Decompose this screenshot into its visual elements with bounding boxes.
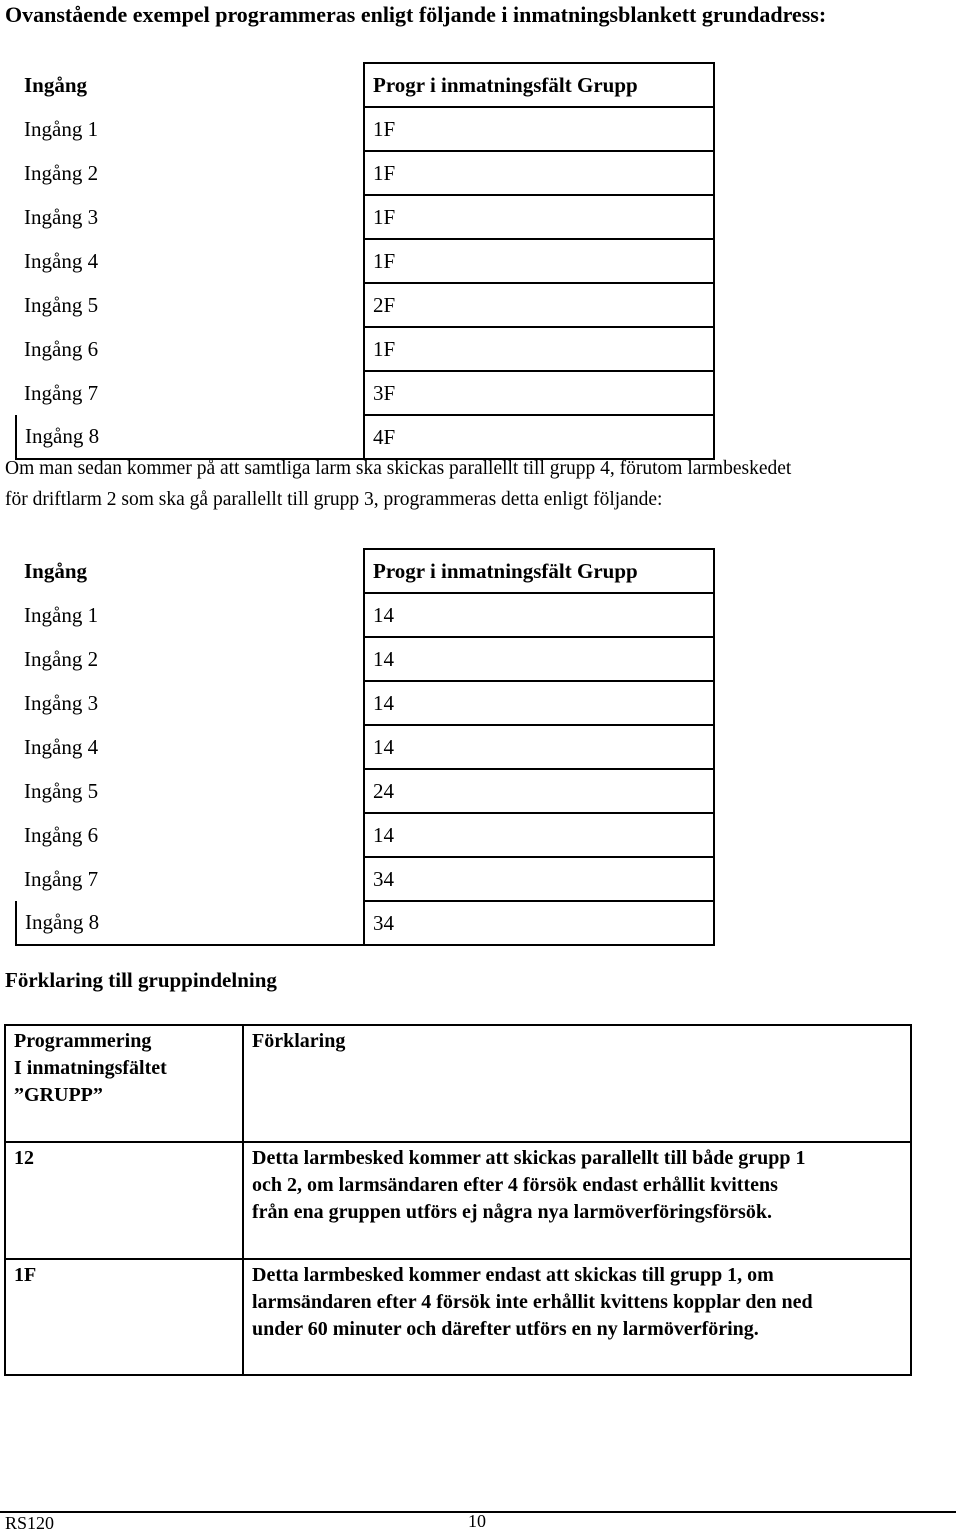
row-input: Ingång 1 bbox=[24, 602, 99, 627]
footer-page-number: 10 bbox=[468, 1511, 486, 1531]
table-row bbox=[16, 769, 714, 813]
table-row bbox=[16, 239, 714, 283]
table-row bbox=[16, 593, 714, 637]
row-group: 1F bbox=[364, 151, 714, 195]
row-group: 24 bbox=[364, 769, 714, 813]
row-code: 1F bbox=[5, 1259, 243, 1375]
header-ingang: Ingång bbox=[24, 72, 88, 97]
table-row bbox=[16, 901, 714, 945]
header-programming-line-2: I inmatningsfältet bbox=[14, 1057, 167, 1079]
row-input: Ingång 4 bbox=[24, 734, 99, 759]
paragraph-line-1: Om man sedan kommer på att samtliga larm ska skickas parallellt till grupp 4, förutom larmbeskedet bbox=[5, 458, 792, 479]
row-group: 14 bbox=[364, 681, 714, 725]
paragraph-line-2: för driftlarm 2 som ska gå parallellt till grupp 3, programmeras detta enligt följande: bbox=[5, 489, 663, 510]
row-input: Ingång 8 bbox=[16, 415, 364, 459]
explanation-header-row bbox=[5, 1025, 911, 1142]
table-row bbox=[16, 371, 714, 415]
table-row bbox=[16, 637, 714, 681]
row-text-line: under 60 minuter och därefter utförs en ny larmöverföring. bbox=[252, 1318, 759, 1340]
row-text-line: från ena gruppen utförs ej några nya larmöverföringsförsök. bbox=[252, 1201, 772, 1223]
row-group: 1F bbox=[364, 239, 714, 283]
table-row bbox=[16, 283, 714, 327]
row-group: 34 bbox=[364, 901, 714, 945]
row-text bbox=[243, 1142, 911, 1259]
header-explanation: Förklaring bbox=[243, 1025, 911, 1142]
input-group-table-2 bbox=[15, 548, 715, 946]
row-text-line: och 2, om larmsändaren efter 4 försök endast erhållit kvittens bbox=[252, 1174, 778, 1196]
header-programming-line-1: Programmering bbox=[14, 1030, 152, 1052]
header-ingang: Ingång bbox=[24, 558, 88, 583]
row-input: Ingång 8 bbox=[16, 901, 364, 945]
row-group: 2F bbox=[364, 283, 714, 327]
table-row bbox=[16, 107, 714, 151]
row-input: Ingång 3 bbox=[24, 690, 99, 715]
row-input: Ingång 7 bbox=[24, 380, 99, 405]
row-input: Ingång 7 bbox=[24, 866, 99, 891]
row-input: Ingång 4 bbox=[24, 248, 99, 273]
row-input: Ingång 3 bbox=[24, 204, 99, 229]
header-grupp: Progr i inmatningsfält Grupp bbox=[364, 63, 714, 107]
table-row bbox=[16, 813, 714, 857]
table-row bbox=[16, 151, 714, 195]
row-group: 14 bbox=[364, 593, 714, 637]
row-input: Ingång 5 bbox=[24, 292, 99, 317]
row-group: 1F bbox=[364, 195, 714, 239]
table-row bbox=[16, 681, 714, 725]
footer-document-id: RS120 bbox=[5, 1513, 55, 1533]
row-group: 1F bbox=[364, 107, 714, 151]
table-row bbox=[5, 1259, 911, 1375]
table-header-row bbox=[16, 63, 714, 107]
row-text-line: Detta larmbesked kommer endast att skickas till grupp 1, om bbox=[252, 1264, 774, 1286]
table-header-row bbox=[16, 549, 714, 593]
table-row bbox=[5, 1142, 911, 1259]
row-group: 14 bbox=[364, 725, 714, 769]
row-input: Ingång 2 bbox=[24, 160, 99, 185]
row-code: 12 bbox=[5, 1142, 243, 1259]
row-group: 14 bbox=[364, 637, 714, 681]
row-input: Ingång 2 bbox=[24, 646, 99, 671]
row-text-line: larmsändaren efter 4 försök inte erhållit kvittens kopplar den ned bbox=[252, 1291, 813, 1313]
explanation-title: Förklaring till gruppindelning bbox=[5, 968, 277, 992]
row-group: 3F bbox=[364, 371, 714, 415]
table-row bbox=[16, 327, 714, 371]
table-row bbox=[16, 195, 714, 239]
row-group: 1F bbox=[364, 327, 714, 371]
explanation-table bbox=[4, 1024, 912, 1376]
row-input: Ingång 5 bbox=[24, 778, 99, 803]
table-row bbox=[16, 725, 714, 769]
input-group-table-1 bbox=[15, 62, 715, 460]
header-grupp: Progr i inmatningsfält Grupp bbox=[364, 549, 714, 593]
row-group: 34 bbox=[364, 857, 714, 901]
row-group: 14 bbox=[364, 813, 714, 857]
row-text bbox=[243, 1259, 911, 1375]
row-group: 4F bbox=[364, 415, 714, 459]
row-input: Ingång 6 bbox=[24, 822, 99, 847]
row-text-line: Detta larmbesked kommer att skickas parallellt till både grupp 1 bbox=[252, 1147, 806, 1169]
header-programming bbox=[5, 1025, 243, 1142]
row-input: Ingång 6 bbox=[24, 336, 99, 361]
header-programming-line-3: ”GRUPP” bbox=[14, 1084, 103, 1106]
page-heading: Ovanstående exempel programmeras enligt följande i inmatningsblankett grundadress: bbox=[5, 2, 827, 27]
table-row bbox=[16, 857, 714, 901]
row-input: Ingång 1 bbox=[24, 116, 99, 141]
